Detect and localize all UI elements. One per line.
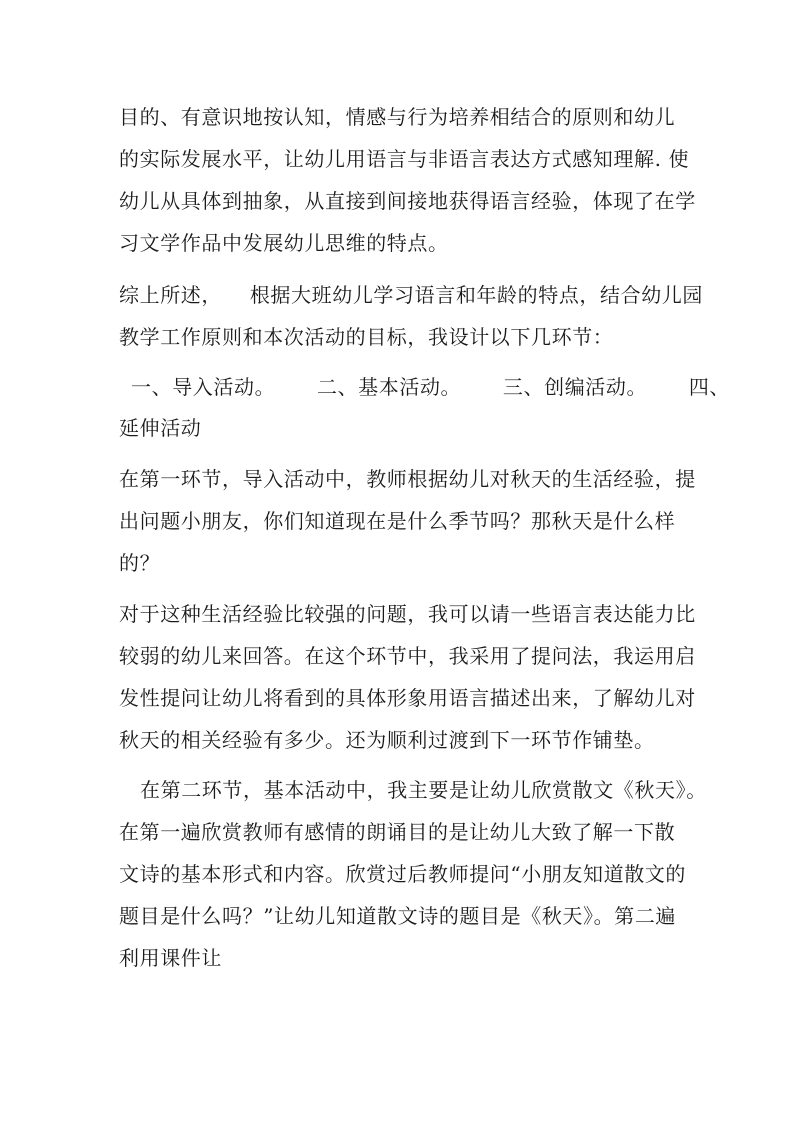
body-text-line: 发性提问让幼儿将看到的具体形象用语言描述出来，了解幼儿对: [119, 686, 696, 710]
body-text-line: 文诗的基本形式和内容。欣赏过后教师提问“小朋友知道散文的: [119, 862, 687, 886]
body-text-line: 教学工作原则和本次活动的目标，我设计以下几环节：: [119, 325, 614, 349]
body-text-line: 目的、有意识地按认知，情感与行为培养相结合的原则和幼儿: [119, 105, 676, 129]
body-text-line: 在第二环节，基本活动中，我主要是让幼儿欣赏散文《秋天》。: [140, 778, 707, 802]
body-text-line: 幼儿从具体到抽象，从直接到间接地获得语言经验，体现了在学: [119, 189, 696, 213]
body-text-line: 综上所述， 根据大班幼儿学习语言和年龄的特点，结合幼儿园: [119, 283, 704, 307]
body-text-line: 题目是什么吗？”让幼儿知道散文诗的题目是《秋天》。第二遍: [119, 904, 677, 928]
body-text-line: 在第一环节，导入活动中，教师根据幼儿对秋天的生活经验，提: [119, 467, 696, 491]
body-text-line: 的实际发展水平，让幼儿用语言与非语言表达方式感知理解. 使: [119, 147, 690, 171]
body-text-line: 的？: [119, 551, 161, 575]
body-text-line: 较弱的幼儿来回答。在这个环节中，我采用了提问法，我运用启: [119, 644, 696, 668]
section-list-line: 一、导入活动。 二、基本活动。 三、创编活动。 四、: [131, 375, 731, 399]
section-list-line: 延伸活动: [119, 416, 202, 440]
body-text-line: 秋天的相关经验有多少。还为顺利过渡到下一环节作铺垫。: [119, 728, 655, 752]
body-text-line: 出问题小朋友，你们知道现在是什么季节吗？那秋天是什么样: [119, 509, 676, 533]
body-text-line: 对于这种生活经验比较强的问题，我可以请一些语言表达能力比: [119, 602, 696, 626]
body-text-line: 利用课件让: [119, 946, 222, 970]
body-text-line: 习文学作品中发展幼儿思维的特点。: [119, 231, 449, 255]
body-text-line: 在第一遍欣赏教师有感情的朗诵目的是让幼儿大致了解一下散: [119, 820, 676, 844]
